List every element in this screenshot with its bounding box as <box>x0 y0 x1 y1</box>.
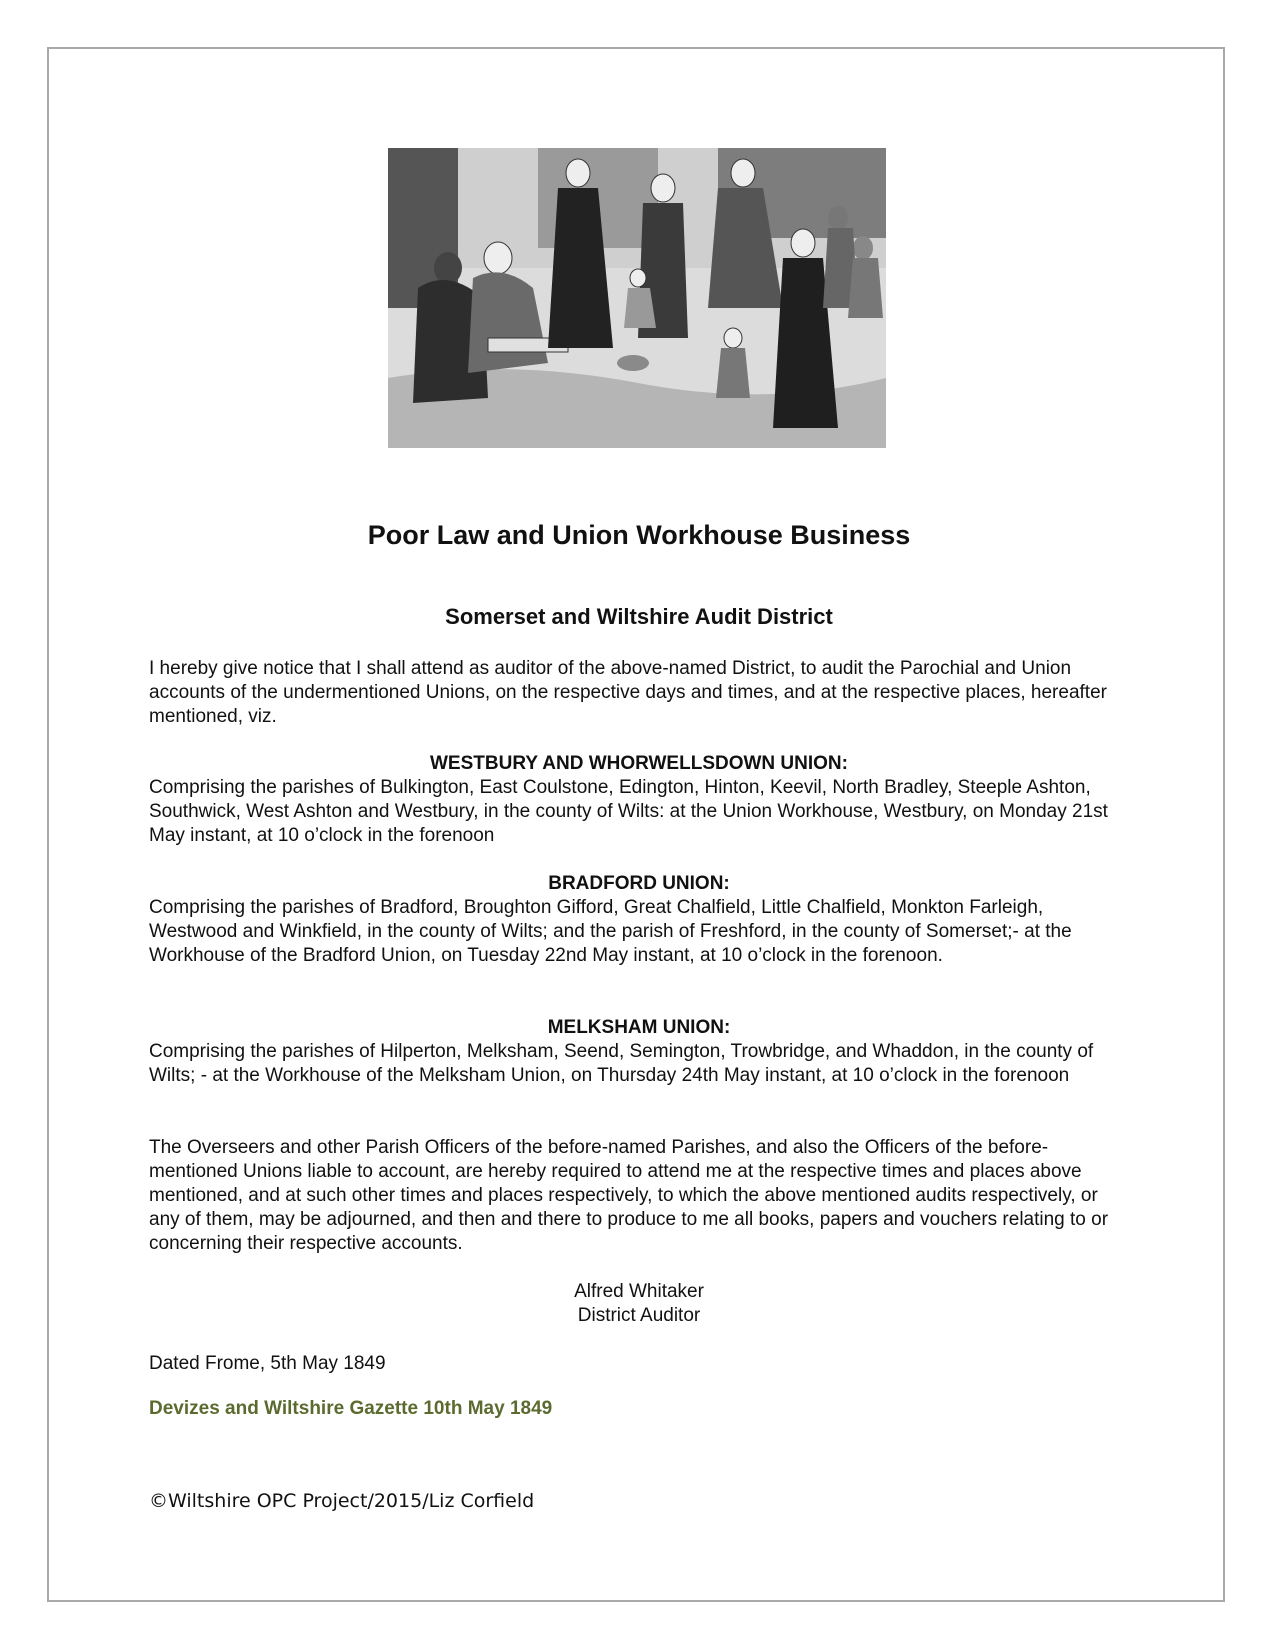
section-heading-melksham: MELKSHAM UNION: <box>547 1017 731 1038</box>
intro-paragraph: I hereby give notice that I shall attend as auditor of the above-named District, to audit the Parochial and Union accounts of the undermentioned Unions, on the respective days and times, and at the respective places, hereafter mentioned, viz. <box>149 658 1107 727</box>
source-citation: Devizes and Wiltshire Gazette 10th May 1849 <box>149 1398 553 1419</box>
signatory-name: Alfred Whitaker <box>574 1281 704 1302</box>
closing-paragraph: The Overseers and other Parish Officers of the before-named Parishes, and also the Officers of the before-mentioned Unions liable to account, are hereby required to attend me at the respective times and places above mentioned, and at such other times and places respectively, to which the above mentioned audits respectively, or any of them, may be adjourned, and then and there to produce to me all books, papers and vouchers relating to or concerning their respective accounts. <box>149 1137 1109 1254</box>
section-body-melksham: Comprising the parishes of Hilperton, Melksham, Seend, Semington, Trowbridge, and Whaddon, in the county of Wilts; - at the Workhouse of the Melksham Union, on Thursday 24th May instant, at 10 o’clock in the forenoon <box>149 1041 1094 1086</box>
section-heading-westbury: WESTBURY AND WHORWELLSDOWN UNION: <box>430 753 848 774</box>
copyright-notice: ©Wiltshire OPC Project/2015/Liz Corfield <box>149 1490 535 1512</box>
dated-line: Dated Frome, 5th May 1849 <box>149 1353 386 1374</box>
section-heading-bradford: BRADFORD UNION: <box>548 873 730 894</box>
document-subtitle: Somerset and Wiltshire Audit District <box>445 604 833 629</box>
signatory-role: District Auditor <box>577 1305 701 1326</box>
section-body-westbury: Comprising the parishes of Bulkington, East Coulstone, Edington, Hinton, Keevil, North Bradley, Steeple Ashton, Southwick, West Ashton and Westbury, in the county of Wilts: at the Union Workhouse, Westbury, on Monday 21st May instant, at 10 o’clock in the forenoon <box>149 777 1108 846</box>
workhouse-engraving-illustration <box>388 148 886 448</box>
document-title: Poor Law and Union Workhouse Business <box>367 520 911 550</box>
section-body-bradford: Comprising the parishes of Bradford, Broughton Gifford, Great Chalfield, Little Chalfield, Monkton Farleigh, Westwood and Winkfield, in the county of Wilts; and the parish of Freshford, in the county of Somerset;- at the Workhouse of the Bradford Union, on Tuesday 22nd May instant, at 10 o’clock in the forenoon. <box>149 897 1072 966</box>
